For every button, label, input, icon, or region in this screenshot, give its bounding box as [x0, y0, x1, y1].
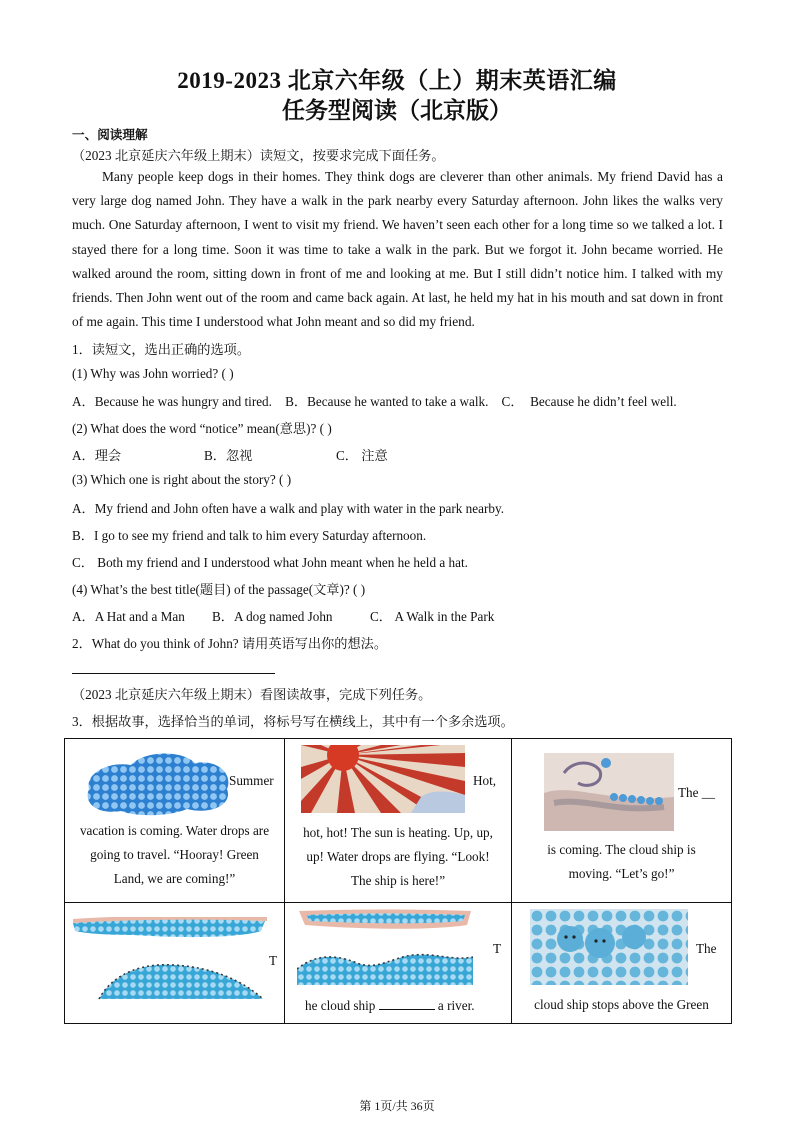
cell-5-text-after-blank: a river.	[434, 998, 475, 1013]
water-drops-cloud-image	[83, 747, 233, 817]
story-cell-3	[512, 739, 732, 903]
cell-1-line-2: going to travel. “Hooray! Green	[90, 847, 259, 862]
question-3-option-a: A．My friend and John often have a walk and play with water in the park nearby.	[72, 501, 504, 516]
cell-6-side-text: The	[696, 941, 717, 956]
cell-5-answer-blank[interactable]	[379, 997, 435, 1010]
question-4: (4) What’s the best title(题目) of the passage(文章)? ( )	[72, 582, 366, 597]
story-cell-1	[65, 739, 285, 903]
question-4-option-b: B．A dog named John	[212, 609, 333, 624]
cell-2-line-3: The ship is here!”	[350, 873, 446, 888]
cloud-ship-river-image	[297, 909, 473, 985]
story-cell-5	[285, 903, 512, 1024]
page-title-line2: 任务型阅读（北京版）	[282, 98, 512, 123]
story-picture-table	[64, 738, 732, 1024]
question-1-options: A．Because he was hungry and tired. B．Because he wanted to take a walk. C． Because he didn’t feel well.	[72, 394, 677, 409]
cell-3-line-2: moving. “Let’s go!”	[568, 866, 675, 881]
question-1: (1) Why was John worried? ( )	[72, 366, 234, 381]
cell-5-side-text: T	[493, 941, 502, 956]
cell-5-line	[305, 997, 475, 1014]
page-number-footer: 第 1页/共 36页	[359, 1099, 435, 1113]
question-3-option-b: B．I go to see my friend and talk to him every Saturday afternoon.	[72, 528, 427, 543]
question-2-option-a: A．理会	[72, 448, 122, 463]
question-3-option-c: C． Both my friend and I understood what John meant when he held a hat.	[72, 555, 468, 570]
answer-line[interactable]	[72, 673, 275, 674]
reading-passage: Many people keep dogs in their homes. They think dogs are cleverer than other animals. My friend David has a very large dog named John. They have a walk in the park nearby every Saturday afternoon. John likes the walks very much. One Saturday afternoon, I went to visit my friend. We haven’t seen each other for a long time so we talked a lot. I stayed there for a long time. Soon it was time to take a walk in the park. But we forgot it. John became worried. He walked around the room, sitting down in front of me and looking at me. But I still didn’t notice him. I talked with my friends. Then John went out of the room and came back again. At last, he held my hat in his mouth and sat down in front of me again. This time I understood what John meant and so did my friend.	[72, 169, 723, 330]
question-2: (2) What does the word “notice” mean(意思)? ( )	[72, 421, 332, 436]
cell-2-line-2: up! Water drops are flying. “Look!	[306, 849, 490, 864]
question-4-option-a: A．A Hat and a Man	[72, 609, 185, 624]
question-3: (3) Which one is right about the story? ( )	[72, 472, 292, 487]
cell-2-side-text: Hot,	[473, 773, 497, 788]
cell-4-side-text: T	[269, 953, 278, 968]
task-2-instruction: 2．What do you think of John? 请用英语写出你的想法。	[72, 636, 388, 651]
cell-3-side-text: The __	[678, 785, 715, 800]
story-cell-6	[512, 903, 732, 1024]
task-1-instruction: 1．读短文，选出正确的选项。	[72, 342, 251, 357]
task-3-instruction: 3．根据故事，选择恰当的单词，将标号写在横线上，其中有一个多余选项。	[72, 714, 514, 729]
question-4-option-c: C． A Walk in the Park	[370, 609, 495, 624]
cell-3-line-1: is coming. The cloud ship is	[547, 842, 696, 857]
cell-1-line-1: vacation is coming. Water drops are	[79, 823, 270, 838]
cloud-ship-over-sea-image	[73, 917, 267, 1003]
source-note-1: （2023 北京延庆六年级上期末）读短文，按要求完成下面任务。	[72, 148, 445, 163]
page-title-line1: 2019-2023 北京六年级（上）期末英语汇编	[177, 68, 617, 93]
source-note-2: （2023 北京延庆六年级上期末）看图读故事，完成下列任务。	[72, 687, 432, 702]
story-cell-4	[65, 903, 285, 1024]
section-heading: 一、阅读理解	[72, 127, 148, 142]
cloud-ship-image	[544, 753, 674, 831]
cell-6-line-1: cloud ship stops above the Green	[534, 997, 709, 1012]
story-cell-2	[285, 739, 512, 903]
cell-1-line-3: Land, we are coming!”	[113, 871, 236, 886]
cell-5-text-before-blank: he cloud ship	[305, 998, 379, 1013]
cell-2-line-1: hot, hot! The sun is heating. Up, up,	[303, 825, 493, 840]
cell-1-side-text: Summer	[229, 773, 274, 788]
question-2-option-b: B．忽视	[204, 448, 253, 463]
question-2-option-c: C． 注意	[336, 448, 388, 463]
sun-rays-image	[301, 745, 465, 813]
cloud-ship-rain-image	[530, 909, 688, 985]
